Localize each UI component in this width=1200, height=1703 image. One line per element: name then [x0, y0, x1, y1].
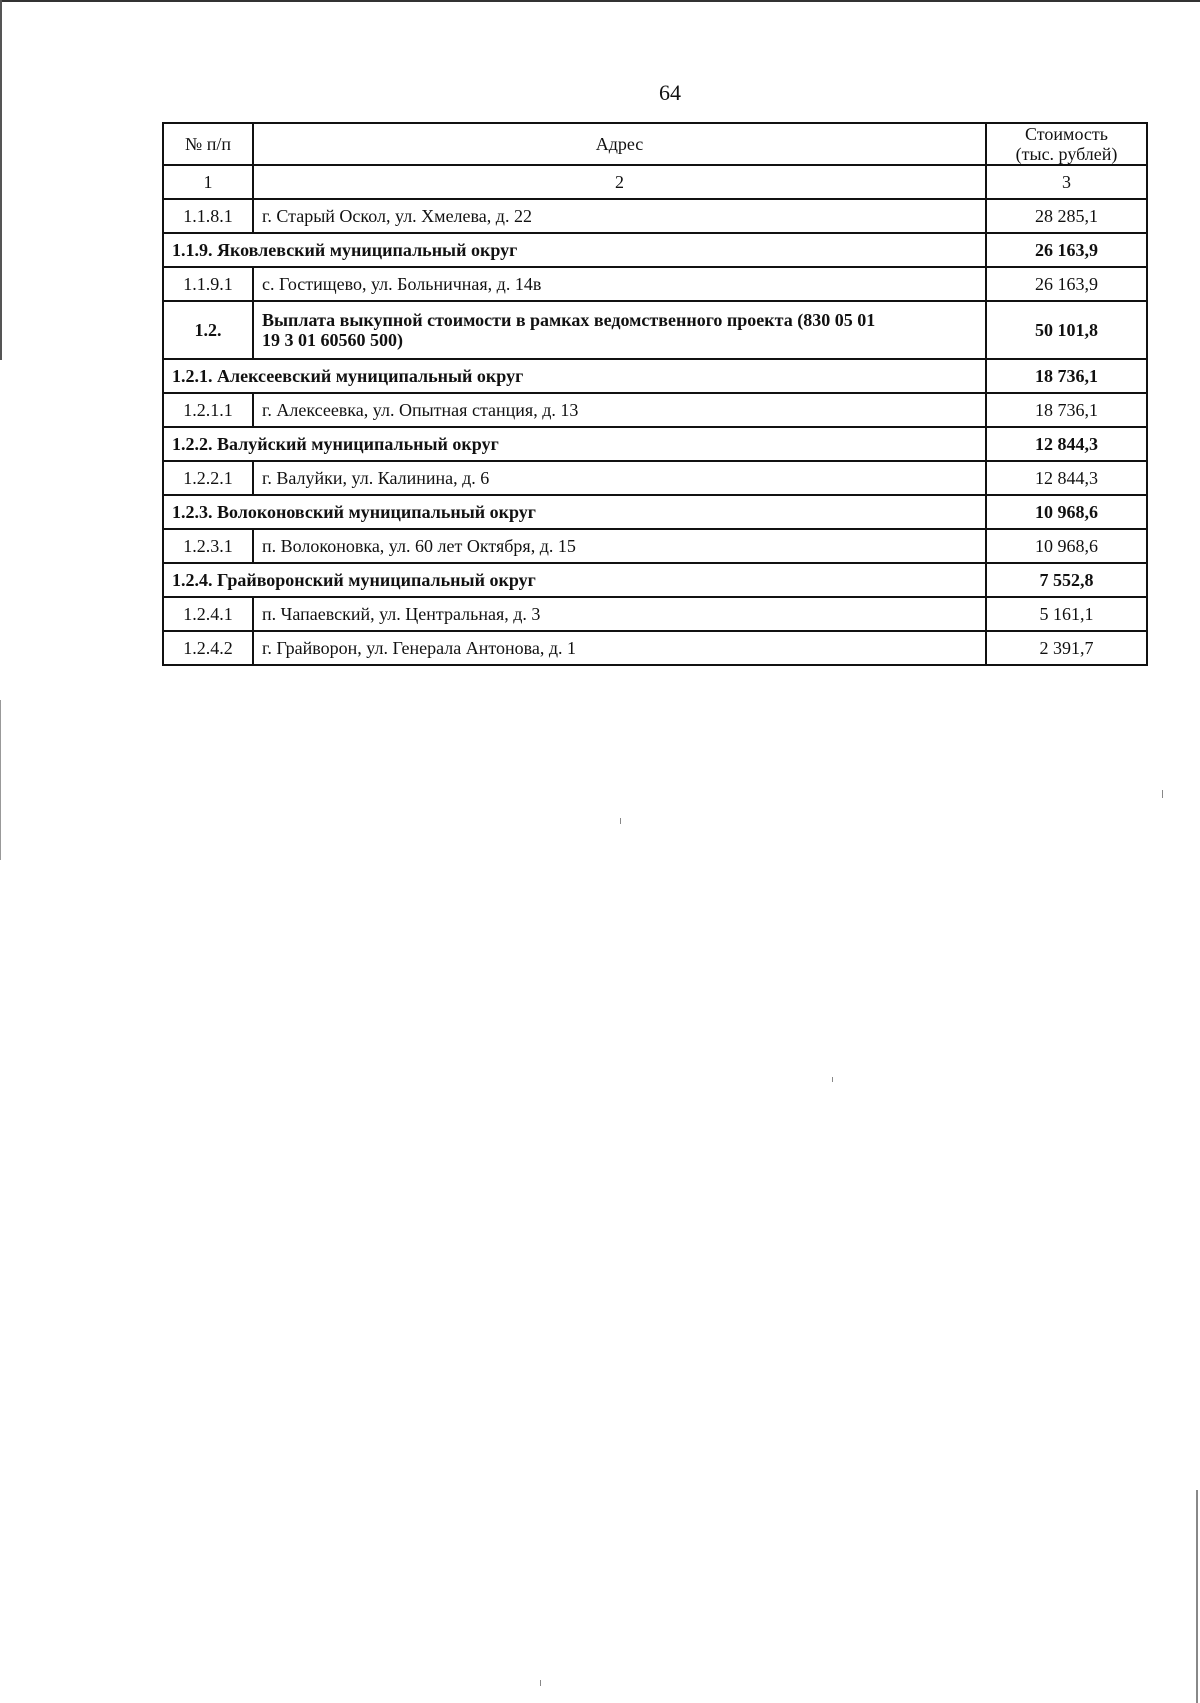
page-number: 64 [659, 80, 681, 105]
group-cost: 26 163,9 [986, 233, 1147, 267]
table-row [163, 631, 1147, 665]
group-cost: 7 552,8 [986, 563, 1147, 597]
row-number: 1.1.8.1 [163, 199, 253, 233]
scan-edge-left-lower [0, 700, 1, 860]
row-address: г. Алексеевка, ул. Опытная станция, д. 13 [253, 393, 986, 427]
header-address: Адрес [253, 123, 986, 165]
group-row [163, 427, 1147, 461]
table-row [163, 267, 1147, 301]
scan-speck [620, 818, 621, 824]
column-number-2: 2 [253, 165, 986, 199]
row-number: 1.2.4.2 [163, 631, 253, 665]
section-title [253, 301, 986, 359]
group-cost: 10 968,6 [986, 495, 1147, 529]
row-address: г. Валуйки, ул. Калинина, д. 6 [253, 461, 986, 495]
scan-edge-left [0, 0, 2, 360]
group-label: 1.2.1. Алексеевский муниципальный округ [163, 359, 986, 393]
section-cost: 50 101,8 [986, 301, 1147, 359]
scan-edge-right [1196, 1490, 1198, 1703]
row-address: п. Волоконовка, ул. 60 лет Октября, д. 15 [253, 529, 986, 563]
row-cost: 28 285,1 [986, 199, 1147, 233]
row-number: 1.2.3.1 [163, 529, 253, 563]
group-row [163, 233, 1147, 267]
row-address: с. Гостищево, ул. Больничная, д. 14в [253, 267, 986, 301]
table-header-row [163, 123, 1147, 165]
row-number: 1.1.9.1 [163, 267, 253, 301]
row-cost: 12 844,3 [986, 461, 1147, 495]
scan-speck [540, 1680, 541, 1686]
cost-table [162, 122, 1148, 666]
column-number-3: 3 [986, 165, 1147, 199]
column-numbers-row [163, 165, 1147, 199]
table-row [163, 461, 1147, 495]
group-row [163, 359, 1147, 393]
row-number: 1.2.1.1 [163, 393, 253, 427]
section-title-line2: 19 3 01 60560 500) [262, 330, 403, 350]
row-number: 1.2.4.1 [163, 597, 253, 631]
row-address: г. Старый Оскол, ул. Хмелева, д. 22 [253, 199, 986, 233]
group-label: 1.2.4. Грайворонский муниципальный округ [163, 563, 986, 597]
section-title-line1: Выплата выкупной стоимости в рамках ведомственного проекта (830 05 01 [262, 310, 876, 330]
row-cost: 18 736,1 [986, 393, 1147, 427]
row-address: г. Грайворон, ул. Генерала Антонова, д. 1 [253, 631, 986, 665]
table-row [163, 597, 1147, 631]
row-address: п. Чапаевский, ул. Центральная, д. 3 [253, 597, 986, 631]
table-row [163, 393, 1147, 427]
row-cost: 5 161,1 [986, 597, 1147, 631]
group-label: 1.2.2. Валуйский муниципальный округ [163, 427, 986, 461]
row-cost: 2 391,7 [986, 631, 1147, 665]
header-cost-line1: Стоимость [1025, 124, 1108, 144]
table-row [163, 529, 1147, 563]
table-row [163, 199, 1147, 233]
scan-edge-top [0, 0, 1200, 2]
row-number: 1.2.2.1 [163, 461, 253, 495]
group-row [163, 495, 1147, 529]
scan-speck [832, 1077, 833, 1082]
group-cost: 18 736,1 [986, 359, 1147, 393]
group-label: 1.2.3. Волоконовский муниципальный округ [163, 495, 986, 529]
section-number: 1.2. [163, 301, 253, 359]
header-cost-line2: (тыс. рублей) [1015, 144, 1118, 164]
column-number-1: 1 [163, 165, 253, 199]
header-cost [986, 123, 1147, 165]
group-label: 1.1.9. Яковлевский муниципальный округ [163, 233, 986, 267]
section-row [163, 301, 1147, 359]
group-cost: 12 844,3 [986, 427, 1147, 461]
group-row [163, 563, 1147, 597]
header-number: № п/п [163, 123, 253, 165]
row-cost: 26 163,9 [986, 267, 1147, 301]
row-cost: 10 968,6 [986, 529, 1147, 563]
scan-speck [1162, 790, 1163, 798]
